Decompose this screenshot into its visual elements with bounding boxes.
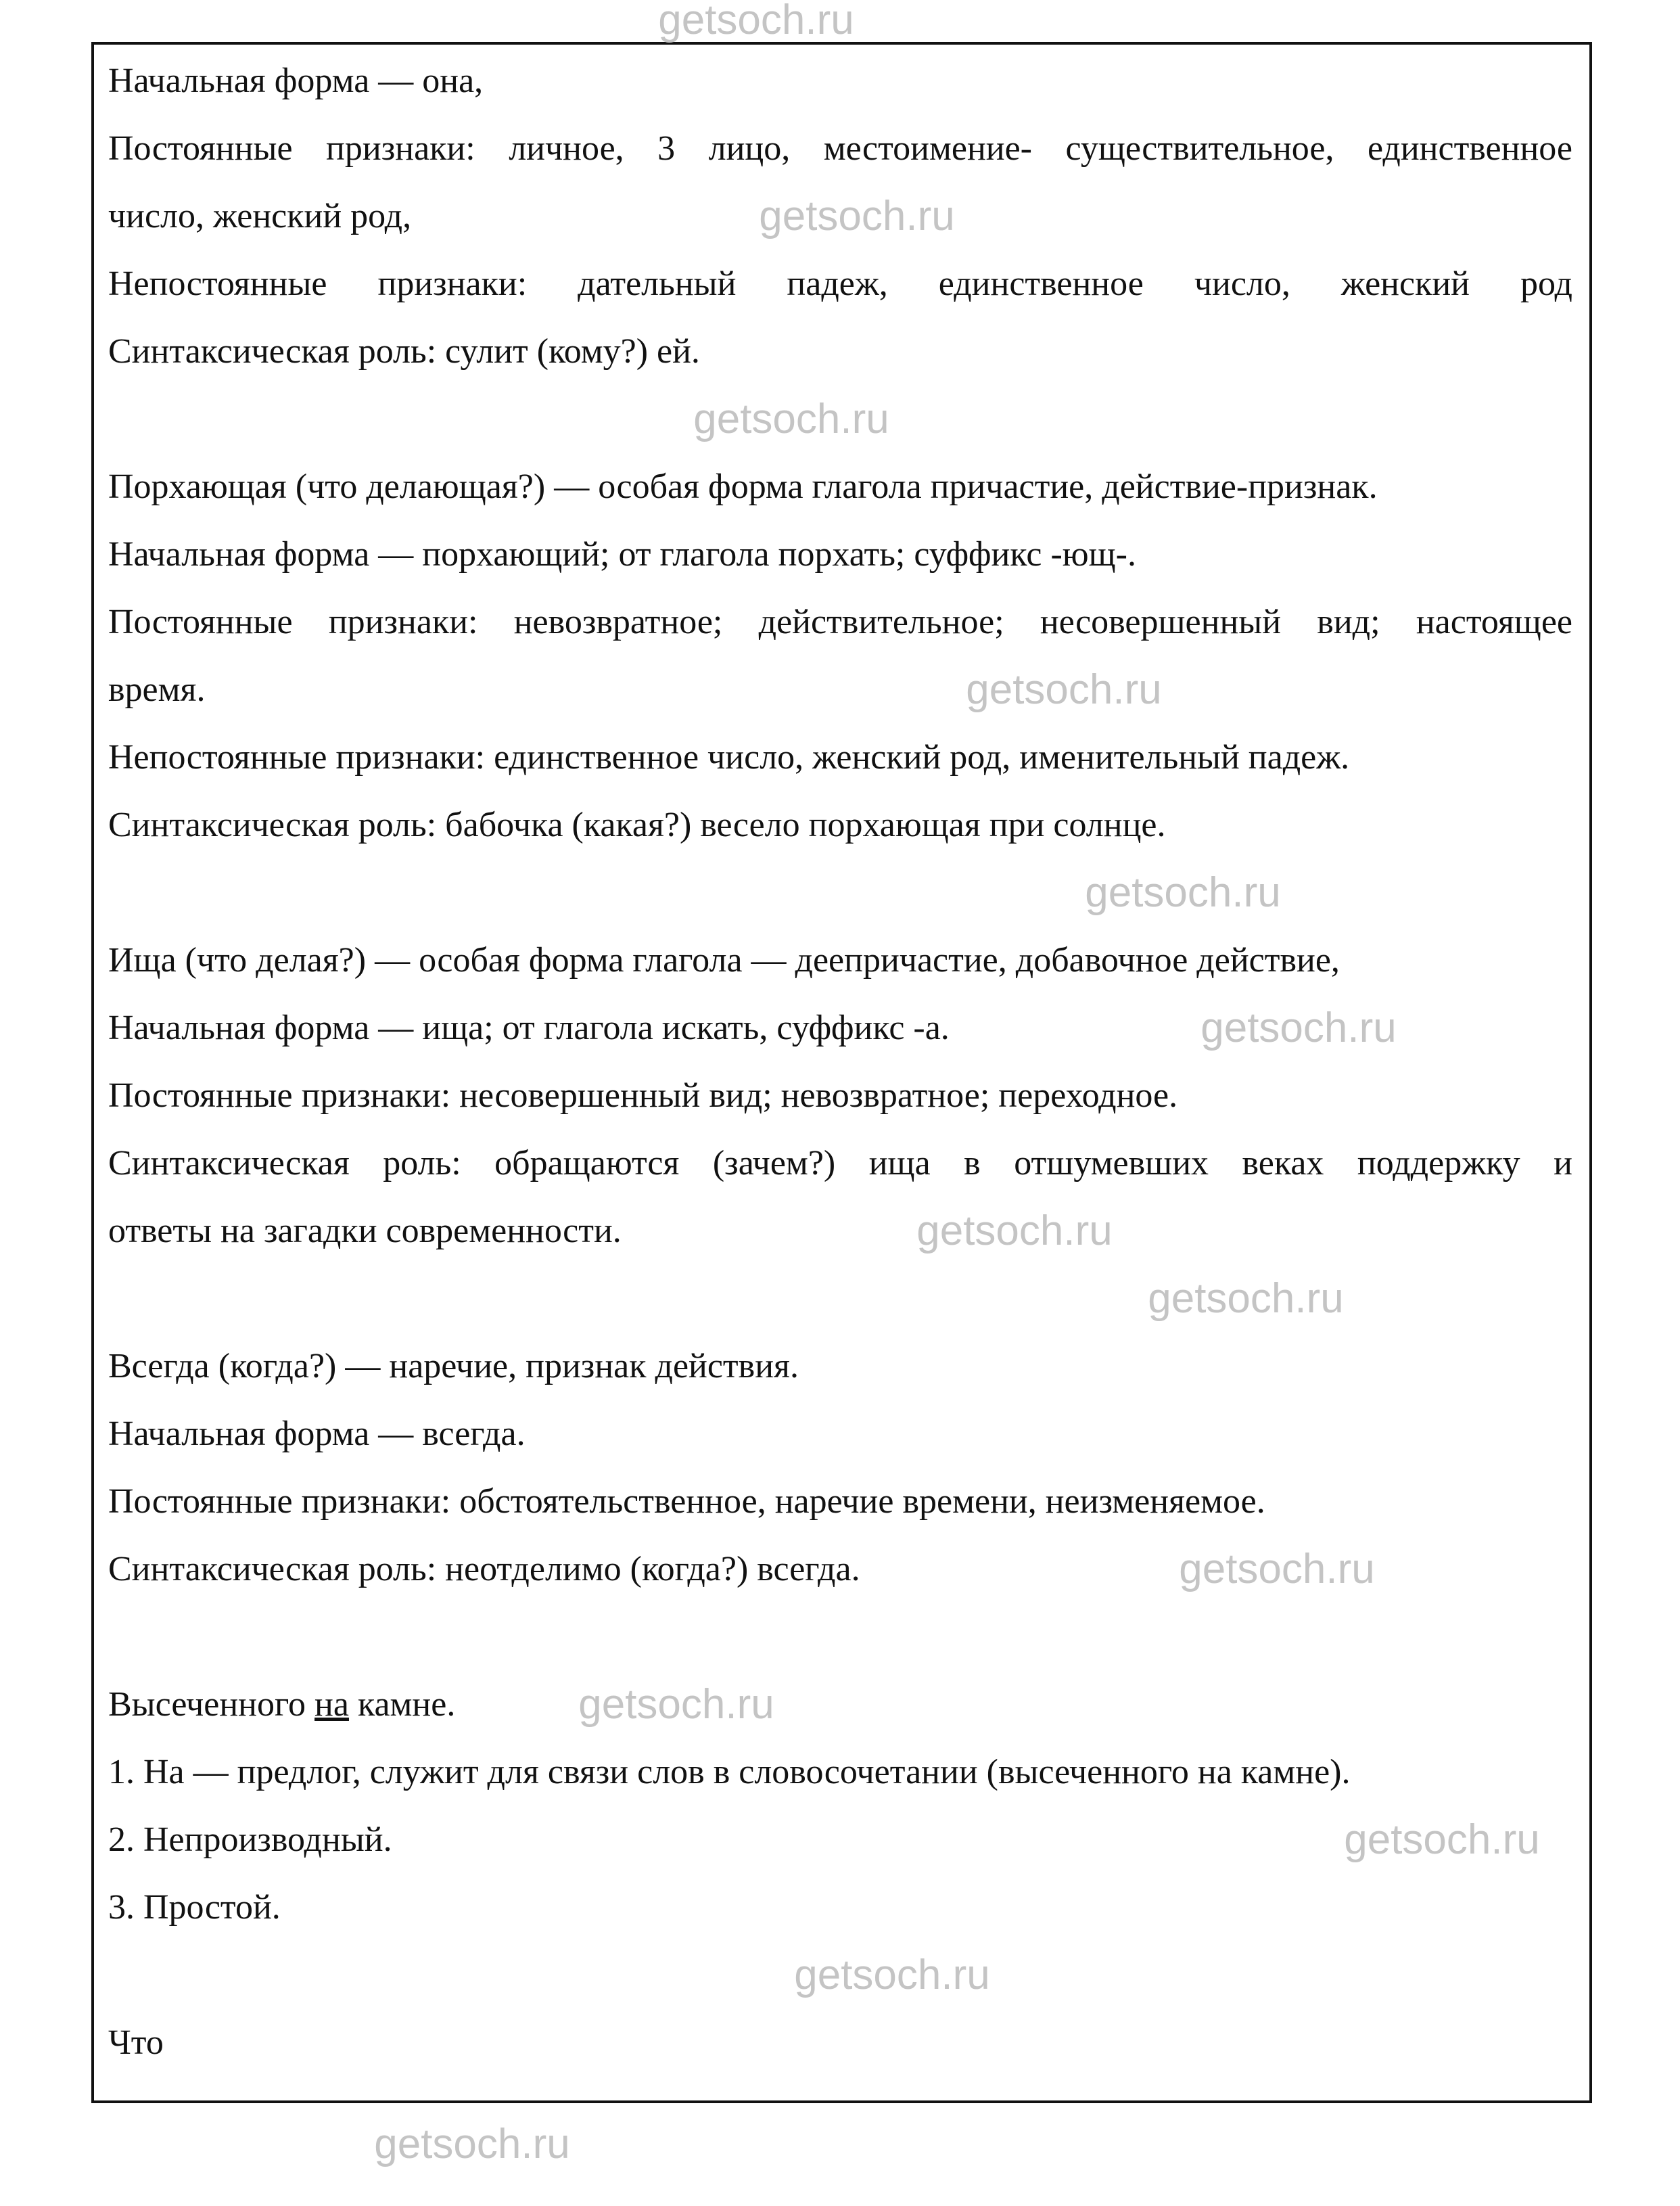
text-line: 1. На — предлог, служит для связи слов в словосочетании (высеченного на камне). bbox=[108, 1753, 1351, 1791]
text-line: Непостоянные признаки: единственное число, женский род, именительный падеж. bbox=[108, 738, 1350, 777]
watermark: getsoch.ru bbox=[658, 0, 854, 43]
watermark: getsoch.ru bbox=[794, 1952, 990, 1998]
text-line: время. bbox=[108, 670, 206, 709]
text-line: Начальная форма — всегда. bbox=[108, 1415, 526, 1453]
text-line: Всегда (когда?) — наречие, признак действия. bbox=[108, 1347, 799, 1385]
watermark: getsoch.ru bbox=[1200, 1005, 1397, 1051]
watermark: getsoch.ru bbox=[374, 2121, 570, 2167]
watermark: getsoch.ru bbox=[1148, 1275, 1344, 1322]
text-line: ответы на загадки современности. bbox=[108, 1212, 622, 1250]
blank-line bbox=[108, 859, 1572, 927]
watermark: getsoch.ru bbox=[1085, 869, 1281, 916]
watermark: getsoch.ru bbox=[916, 1208, 1113, 1254]
text-line: Постоянные признаки: несовершенный вид; невозвратное; переходное. bbox=[108, 1076, 1178, 1115]
blank-line bbox=[108, 1265, 1572, 1333]
text-line: 2. Непроизводный. bbox=[108, 1820, 392, 1859]
text-line: Начальная форма — порхающий; от глагола порхать; суффикс -ющ-. bbox=[108, 535, 1136, 574]
watermark: getsoch.ru bbox=[966, 666, 1162, 713]
watermark: getsoch.ru bbox=[1179, 1546, 1375, 1592]
text-line: Синтаксическая роль: бабочка (какая?) весело порхающая при солнце. bbox=[108, 806, 1166, 844]
text-line: число, женский род, bbox=[108, 197, 412, 235]
watermark: getsoch.ru bbox=[1344, 1816, 1540, 1863]
text-line: 3. Простой. bbox=[108, 1888, 281, 1927]
text-line: Начальная форма — она, bbox=[108, 62, 484, 100]
document-body bbox=[108, 47, 1572, 2077]
text-line: Что bbox=[108, 2023, 164, 2062]
watermark: getsoch.ru bbox=[759, 193, 955, 239]
text-line: Синтаксическая роль: неотделимо (когда?) всегда. bbox=[108, 1550, 860, 1588]
text-line: Постоянные признаки: личное, 3 лицо, местоимение- существительное, единственное bbox=[108, 129, 1572, 168]
text-line: Непостоянные признаки: дательный падеж, единственное число, женский род bbox=[108, 265, 1572, 303]
phrase-before: Высеченного bbox=[108, 1685, 315, 1724]
text-line: Постоянные признаки: невозвратное; действительное; несовершенный вид; настоящее bbox=[108, 603, 1572, 641]
text-line: Начальная форма — ища; от глагола искать, суффикс -а. bbox=[108, 1009, 950, 1047]
watermark: getsoch.ru bbox=[578, 1681, 774, 1728]
phrase-after: камне. bbox=[348, 1685, 456, 1724]
phrase-line bbox=[108, 1671, 1572, 1739]
text-line: Синтаксическая роль: сулит (кому?) ей. bbox=[108, 332, 700, 371]
blank-line bbox=[108, 1603, 1572, 1671]
phrase-underlined-word: на bbox=[314, 1685, 349, 1724]
text-line: Синтаксическая роль: обращаются (зачем?) ища в отшумевших веках поддержку и bbox=[108, 1144, 1572, 1182]
text-line: Постоянные признаки: обстоятельственное, наречие времени, неизменяемое. bbox=[108, 1482, 1265, 1521]
text-line: Ища (что делая?) — особая форма глагола — деепричастие, добавочное действие, bbox=[108, 941, 1340, 980]
watermark: getsoch.ru bbox=[693, 396, 889, 442]
text-line: Порхающая (что делающая?) — особая форма глагола причастие, действие-признак. bbox=[108, 467, 1378, 506]
